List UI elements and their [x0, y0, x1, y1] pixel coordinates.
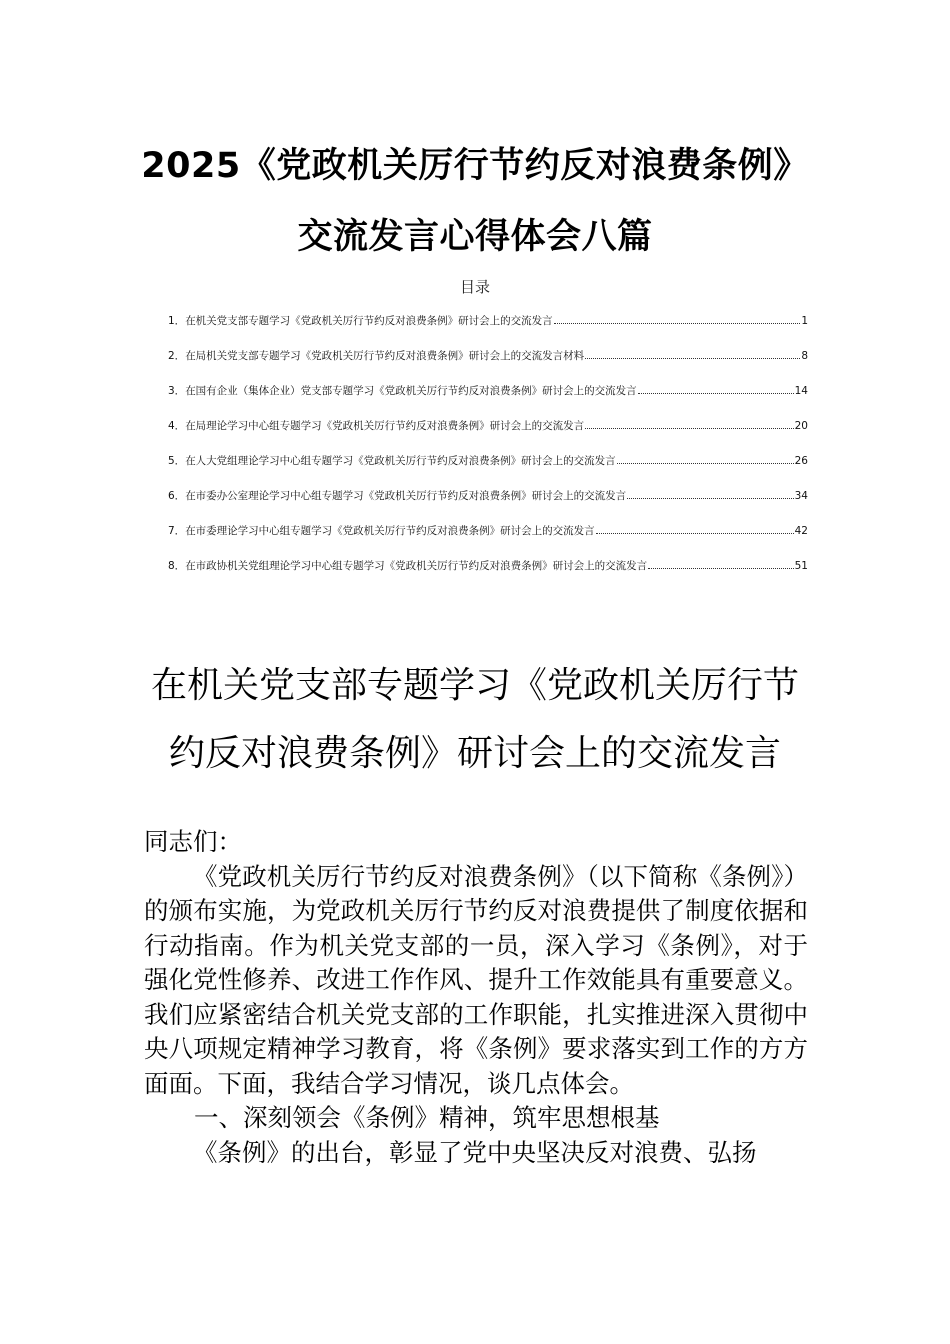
toc-item-number: 1． [168, 315, 186, 327]
toc-leader-dots [627, 487, 793, 499]
toc-item-text: 在市委办公室理论学习中心组专题学习《党政机关厉行节约反对浪费条例》研讨会上的交流发言 [185, 490, 627, 502]
document-title-line-2: 交流发言心得体会八篇 [297, 217, 653, 257]
toc-leader-dots [648, 557, 793, 569]
toc-item-page: 20 [794, 420, 808, 432]
toc-item-number: 8． [168, 560, 186, 572]
toc-item-number: 7． [168, 525, 186, 537]
toc-item[interactable] [168, 522, 808, 557]
toc-item[interactable] [168, 347, 808, 382]
toc-leader-dots [585, 417, 793, 429]
section-title-line-2: 约反对浪费条例》研讨会上的交流发言 [168, 733, 781, 774]
toc-leader-dots [617, 452, 794, 464]
toc-item-text: 在局机关党支部专题学习《党政机关厉行节约反对浪费条例》研讨会上的交流发言材料 [185, 350, 585, 362]
toc-item[interactable] [168, 452, 808, 487]
toc-leader-dots [596, 522, 794, 534]
toc-item-page: 14 [794, 385, 808, 397]
greeting: 同志们： [144, 827, 242, 856]
toc-item-text: 在机关党支部专题学习《党政机关厉行节约反对浪费条例》研讨会上的交流发言 [185, 315, 553, 327]
toc-item-page: 8 [801, 350, 808, 362]
toc-leader-dots [554, 312, 801, 324]
toc-item[interactable] [168, 417, 808, 452]
toc-item-number: 2． [168, 350, 186, 362]
toc-item-text: 在市委理论学习中心组专题学习《党政机关厉行节约反对浪费条例》研讨会上的交流发言 [185, 525, 595, 537]
toc-item-text: 在局理论学习中心组专题学习《党政机关厉行节约反对浪费条例》研讨会上的交流发言 [185, 420, 585, 432]
toc-item-number: 6． [168, 490, 186, 502]
document-title-line-1: 2025《党政机关厉行节约反对浪费条例》 [141, 146, 809, 186]
body-paragraph: 《党政机关厉行节约反对浪费条例》（以下简称《条例》）的颁布实施，为党政机关厉行节约反对浪费提供了制度依据和行动指南。作为机关党支部的一员，深入学习《条例》，对于强化党性修养、改进工作作风、提升工作效能具有重要意义。我们应紧密结合机关党支部的工作职能，扎实推进深入贯彻中央八项规定精神学习教育，将《条例》要求落实到工作的方方面面。下面，我结合学习情况，谈几点体会。 [144, 861, 808, 1098]
toc-item[interactable] [168, 382, 808, 417]
toc-item-page: 51 [794, 560, 808, 572]
toc-item-page: 1 [801, 315, 808, 327]
toc-item-page: 26 [794, 455, 808, 467]
toc-item[interactable] [168, 557, 808, 592]
section-heading: 一、深刻领会《条例》精神，筑牢思想根基 [194, 1103, 660, 1132]
table-of-contents [168, 312, 808, 592]
body-paragraph: 《条例》的出台，彰显了党中央坚决反对浪费、弘扬 [193, 1137, 757, 1167]
toc-item-page: 42 [794, 525, 808, 537]
toc-item-number: 4． [168, 420, 186, 432]
toc-item[interactable] [168, 312, 808, 347]
toc-item-number: 3． [168, 385, 186, 397]
toc-item-text: 在国有企业（集体企业）党支部专题学习《党政机关厉行节约反对浪费条例》研讨会上的交流发言 [185, 385, 637, 397]
toc-item[interactable] [168, 487, 808, 522]
section-body [144, 825, 808, 1170]
toc-item-text: 在市政协机关党组理论学习中心组专题学习《党政机关厉行节约反对浪费条例》研讨会上的交流发言 [185, 560, 648, 572]
section-title-line-1: 在机关党支部专题学习《党政机关厉行节 [150, 665, 799, 706]
toc-leader-dots [638, 382, 794, 394]
toc-item-page: 34 [794, 490, 808, 502]
toc-leader-dots [585, 347, 800, 359]
toc-item-number: 5． [168, 455, 186, 467]
toc-item-text: 在人大党组理论学习中心组专题学习《党政机关厉行节约反对浪费条例》研讨会上的交流发言 [185, 455, 616, 467]
toc-heading: 目录 [459, 278, 490, 296]
